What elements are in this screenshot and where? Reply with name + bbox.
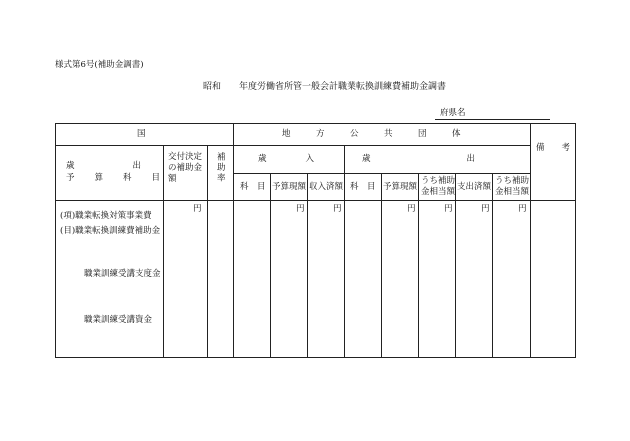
unit-shunyu: 円 — [333, 204, 342, 214]
unit-yosan-1: 円 — [296, 204, 305, 214]
unit-yosan-2: 円 — [407, 204, 416, 214]
col-shunyu: 収入済額 — [309, 182, 344, 192]
header-bikou: 備 考 — [536, 143, 571, 153]
prefecture-underline — [435, 119, 550, 120]
header-yosan-kamoku: 予 算 科 目 — [66, 173, 162, 183]
col-yosan-1: 予算現額 — [272, 182, 307, 192]
item-shikin: 職業訓練受講資金 — [84, 315, 153, 325]
item-shitakukin: 職業訓練受講支度金 — [84, 269, 161, 279]
header-hojoritsu: 補助率 — [215, 152, 226, 184]
unit-koufu: 円 — [193, 204, 202, 214]
header-sainyu: 歳 入 — [258, 154, 316, 164]
col-shishutsu: 支出済額 — [457, 182, 492, 192]
item-kou: (項)職業転換対策事業費 — [60, 211, 152, 221]
prefecture-label: 府県名 — [440, 108, 466, 118]
form-number: 様式第6号(補助金調書) — [55, 60, 144, 70]
col-uchi-2: うち補助金相当額 — [495, 176, 530, 197]
col-kamoku-2: 科 目 — [350, 182, 376, 192]
unit-uchi-2: 円 — [518, 204, 527, 214]
col-kamoku-1: 科 目 — [240, 182, 266, 192]
col-yosan-2: 予算現額 — [383, 182, 418, 192]
unit-shishutsu: 円 — [481, 204, 490, 214]
document-title: 昭和 年度労働省所管一般会計職業転換訓練費補助金調書 — [203, 82, 447, 92]
col-uchi-1: うち補助金相当額 — [421, 176, 456, 197]
header-kuni: 国 — [137, 129, 146, 139]
unit-uchi-1: 円 — [444, 204, 453, 214]
header-saishutsu-right: 歳 出 — [362, 154, 477, 164]
header-chihou: 地 方 公 共 団 体 — [282, 129, 461, 139]
item-moku: (目)職業転換訓練費補助金 — [60, 226, 161, 236]
header-saishutsu-left: 歳 出 — [66, 161, 143, 171]
header-koufu: 交付決定の補助金額 — [168, 152, 203, 185]
